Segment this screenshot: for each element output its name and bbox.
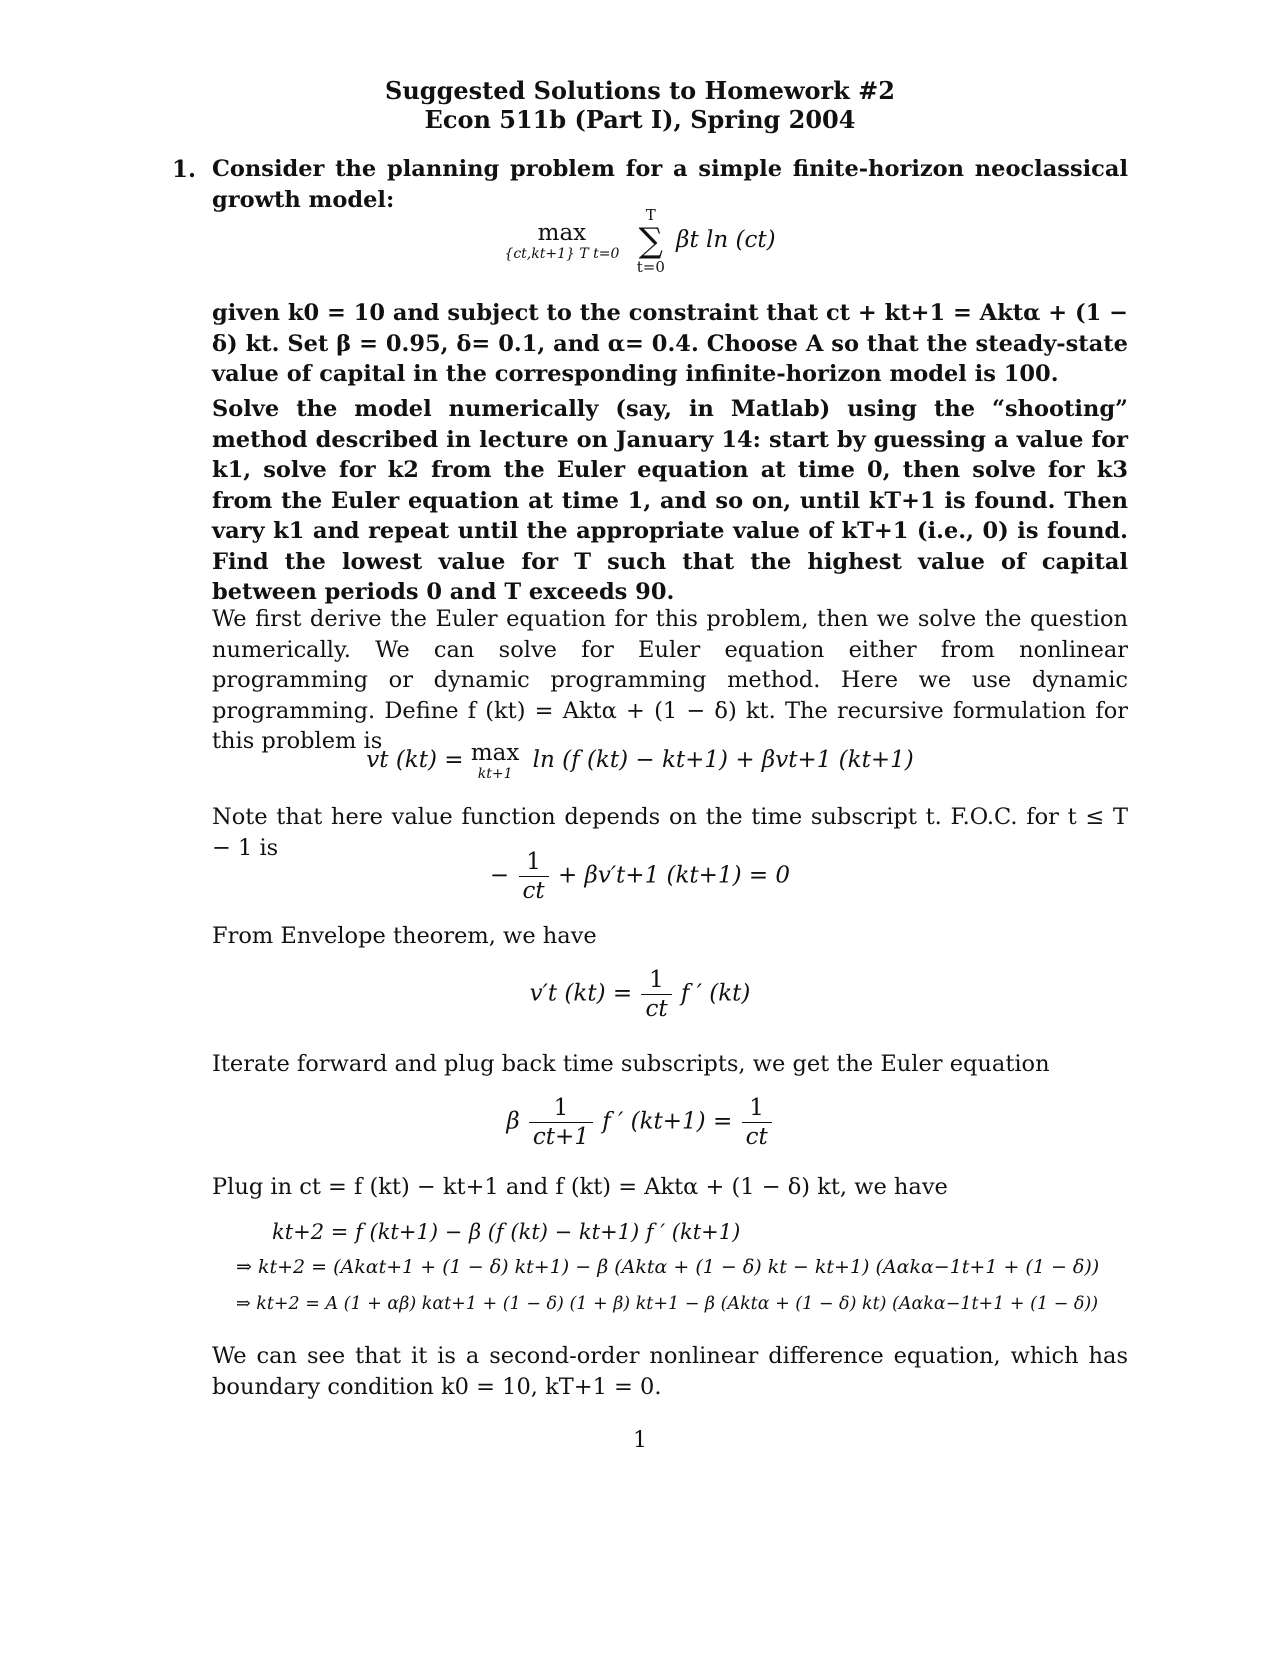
sigma-symbol: ∑ — [638, 221, 663, 261]
bellman-equation — [0, 740, 1280, 782]
objective-summation — [637, 206, 665, 276]
foc-fraction: $\frac{1}{ct}$ — [519, 848, 549, 905]
envelope-fraction: $\frac{1}{ct}$ — [641, 966, 671, 1023]
problem-number: 1. — [172, 156, 197, 183]
sum-upper-limit: T — [645, 206, 656, 224]
solution-paragraph-3: From Envelope theorem, we have — [212, 923, 597, 949]
sum-lower-limit: t=0 — [636, 258, 665, 276]
solution-paragraph-4: Iterate forward and plug back time subscripts, we get the Euler equation — [212, 1051, 1050, 1077]
foc-minus: − — [489, 862, 510, 889]
solution-paragraph-6: We can see that it is a second-order nonlinear difference equation, which has boundary condition k0 = 10, kT+1 = 0. — [212, 1343, 1128, 1400]
solution-paragraph-1: We first derive the Euler equation for this problem, then we solve the question numerically. We can solve for Euler equation either from nonlinear programming or dynamic programming method. Here we use dynamic programming. Define f (kt) = Aktα + (1 − δ) kt. The recursive formulation for this problem is — [212, 606, 1128, 754]
foc-rest: + βv′t+1 (kt+1) = 0 — [557, 862, 791, 889]
envelope-rest: f ′ (kt) — [680, 980, 751, 1007]
derivation-line-2: ⇒ kt+2 = (Akαt+1 + (1 − δ) kt+1) − β (Aktα + (1 − δ) kt − kt+1) (Aαkα−1t+1 + (1 − δ)) — [236, 1256, 1100, 1278]
euler-middle: f ′ (kt+1) = — [602, 1108, 733, 1135]
derivation-line-3: ⇒ kt+2 = A (1 + αβ) kαt+1 + (1 − δ) (1 + β) kt+1 − β (Aktα + (1 − δ) kt) (Aαkα−1t+1 + (1 − δ)) — [236, 1294, 1099, 1314]
problem-statement-shooting: Solve the model numerically (say, in Matlab) using the “shooting” method described in lecture on January 14: start by guessing a value for k1, solve for k2 from the Euler equation at time 0, then solve for k3 from the Euler equation at time 1, and so on, until kT+1 is found. Then vary k1 and repeat until the appropriate value of kT+1 (i.e., 0) is found. Find the lowest value for T such that the highest value of capital between periods 0 and T exceeds 90. — [212, 396, 1128, 605]
page-number: 1 — [633, 1428, 647, 1453]
solution-paragraph-2: Note that here value function depends on the time subscript t. F.O.C. for t ≤ T − 1 is — [212, 804, 1128, 861]
bellman-max-subscript: kt+1 — [477, 766, 513, 782]
title-line-1: Suggested Solutions to Homework #2 — [385, 76, 895, 105]
foc-equation — [0, 848, 1280, 905]
euler-equation: β $\frac{1}{ct+1}$ f ′ (kt+1) = $\frac{1}{ct}$ — [0, 1094, 1280, 1151]
objective-equation — [0, 206, 1280, 276]
derivation-line-1: kt+2 = f (kt+1) − β (f (kt) − kt+1) f ′ (kt+1) — [272, 1220, 741, 1244]
title-line-2: Econ 511b (Part I), Spring 2004 — [424, 105, 856, 134]
bellman-max-operator: max kt+1 — [470, 740, 520, 782]
solution-paragraph-5: Plug in ct = f (kt) − kt+1 and f (kt) = Aktα + (1 − δ) kt, we have — [212, 1174, 948, 1200]
bellman-lhs: vt (kt) = — [366, 747, 464, 773]
bellman-rhs: ln (f (kt) − kt+1) + βvt+1 (kt+1) — [532, 747, 914, 773]
problem-statement-constraint: given k0 = 10 and subject to the constraint that ct + kt+1 = Aktα + (1 − δ) kt. Set β = 0.95, δ= 0.1, and α= 0.4. Choose A so that the steady-state value of capital in the corresponding infinite-horizon model is 100. — [212, 300, 1128, 387]
euler-right-fraction: $\frac{1}{ct}$ — [742, 1094, 772, 1151]
objective-term: βt ln (ct) — [676, 227, 776, 253]
problem-statement-intro: Consider the planning problem for a simple finite-horizon neoclassical growth model: — [212, 156, 1128, 213]
euler-left-fraction: $\frac{1}{ct+1}$ — [529, 1094, 593, 1151]
envelope-lhs: v′t (kt) = — [529, 980, 633, 1007]
objective-max-operator: max {ct,kt+1} T t=0 — [504, 220, 620, 262]
objective-max-subscript: {ct,kt+1} T t=0 — [504, 246, 620, 262]
envelope-equation — [0, 966, 1280, 1023]
